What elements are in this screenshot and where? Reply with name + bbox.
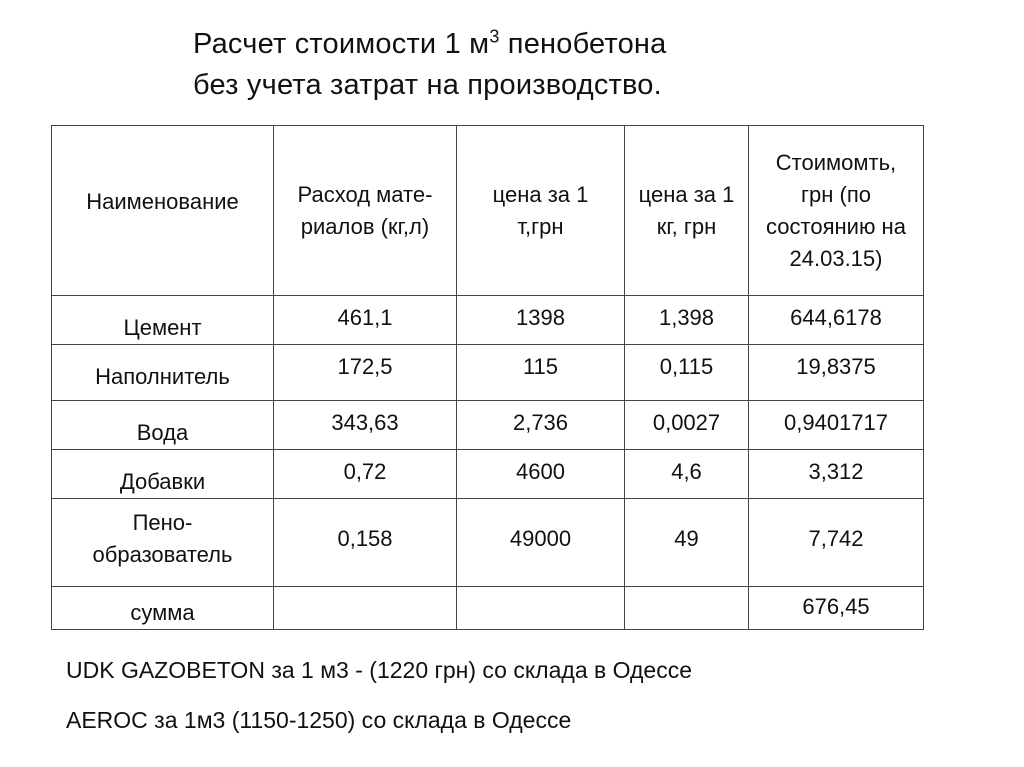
- table-total-row: [52, 587, 924, 630]
- row-price-kg: [625, 401, 749, 450]
- row-name-line-2: образователь: [92, 542, 233, 567]
- row-price-t: [457, 345, 625, 401]
- header-cost-line-2: грн (по: [801, 181, 871, 207]
- header-usage-line-1: Расход мате-: [297, 181, 433, 207]
- header-name: [52, 126, 274, 296]
- row-cost-text: 19,8375: [796, 354, 876, 379]
- slide-title: [193, 24, 666, 106]
- title-line-1-text: Расчет стоимости 1 м: [193, 28, 490, 60]
- table-row: [52, 499, 924, 587]
- total-price-kg-empty: [625, 587, 749, 630]
- row-usage: [274, 296, 457, 345]
- row-price-kg: [625, 296, 749, 345]
- total-cost: [749, 587, 924, 630]
- row-usage: [274, 345, 457, 401]
- total-usage-empty: [274, 587, 457, 630]
- table-header-row: [52, 126, 924, 296]
- row-cost: [749, 401, 924, 450]
- table-row: [52, 401, 924, 450]
- header-name-text: Наименование: [86, 189, 239, 214]
- row-usage-text: 0,158: [337, 526, 393, 551]
- row-price-t: [457, 401, 625, 450]
- row-usage-text: 0,72: [343, 459, 387, 484]
- table-row: [52, 296, 924, 345]
- row-cost-text: 7,742: [808, 526, 864, 551]
- row-name: [52, 450, 274, 499]
- row-cost: [749, 345, 924, 401]
- header-usage: [274, 126, 457, 296]
- title-superscript: 3: [489, 26, 500, 47]
- header-price-t-line-2: т,грн: [517, 213, 564, 239]
- row-cost: [749, 499, 924, 587]
- title-line-2: без учета затрат на производство.: [193, 69, 662, 101]
- header-cost-line-4: 24.03.15): [789, 245, 883, 271]
- row-name-text: Вода: [136, 420, 189, 445]
- row-price-t-text: 2,736: [512, 410, 569, 435]
- row-name: [52, 499, 274, 587]
- row-usage: [274, 450, 457, 499]
- title-line-1: [193, 24, 666, 65]
- row-price-t: [457, 499, 625, 587]
- row-usage-text: 461,1: [337, 305, 393, 330]
- total-label-text: сумма: [130, 600, 195, 625]
- cost-table: [51, 125, 924, 630]
- header-cost: [749, 126, 924, 296]
- note-aeroc: AEROC за 1м3 (1150-1250) со склада в Одессе: [66, 707, 572, 733]
- row-price-t-text: 1398: [516, 305, 565, 330]
- row-name-text: Наполнитель: [95, 364, 230, 389]
- row-cost: [749, 296, 924, 345]
- row-cost-text: 0,9401717: [784, 410, 888, 435]
- table-row: [52, 345, 924, 401]
- row-price-kg: [625, 345, 749, 401]
- total-price-t-empty: [457, 587, 625, 630]
- row-price-t-text: 49000: [509, 526, 572, 551]
- row-name: [52, 345, 274, 401]
- header-price-kg-line-1: цена за 1: [638, 181, 735, 207]
- row-name: [52, 296, 274, 345]
- row-name: [52, 401, 274, 450]
- total-label: [52, 587, 274, 630]
- header-cost-line-3: состоянию на: [766, 213, 906, 239]
- row-usage-text: 172,5: [337, 354, 393, 379]
- header-cost-line-1: Стоимомть,: [775, 149, 897, 175]
- note-udk-gazobeton: UDK GAZOBETON за 1 м3 - (1220 грн) со склада в Одессе: [66, 657, 692, 683]
- row-price-kg-text: 0,0027: [652, 410, 721, 435]
- header-price-t-line-1: цена за 1: [492, 181, 589, 207]
- row-cost-text: 644,6178: [790, 305, 882, 330]
- header-price-kg-line-2: кг, грн: [656, 213, 717, 239]
- header-price-per-kg: [625, 126, 749, 296]
- row-price-t-text: 4600: [516, 459, 565, 484]
- title-line-1-tail: пенобетона: [499, 28, 667, 60]
- table-row: [52, 450, 924, 499]
- row-price-t: [457, 450, 625, 499]
- row-cost: [749, 450, 924, 499]
- row-usage: [274, 401, 457, 450]
- row-price-kg-text: 4,6: [671, 459, 702, 484]
- row-price-kg: [625, 450, 749, 499]
- header-price-per-ton: [457, 126, 625, 296]
- row-price-t-text: 115: [522, 354, 559, 379]
- total-cost-text: 676,45: [802, 594, 870, 619]
- row-price-kg-text: 0,115: [659, 354, 714, 379]
- row-name-text: Добавки: [119, 469, 206, 494]
- row-price-t: [457, 296, 625, 345]
- row-usage: [274, 499, 457, 587]
- row-price-kg: [625, 499, 749, 587]
- header-usage-line-2: риалов (кг,л): [300, 213, 430, 239]
- row-cost-text: 3,312: [808, 459, 864, 484]
- row-name-text: Цемент: [123, 315, 202, 340]
- row-usage-text: 343,63: [331, 410, 399, 435]
- row-price-kg-text: 49: [674, 526, 699, 551]
- row-name-line-1: Пено-: [132, 510, 193, 535]
- row-price-kg-text: 1,398: [658, 305, 715, 330]
